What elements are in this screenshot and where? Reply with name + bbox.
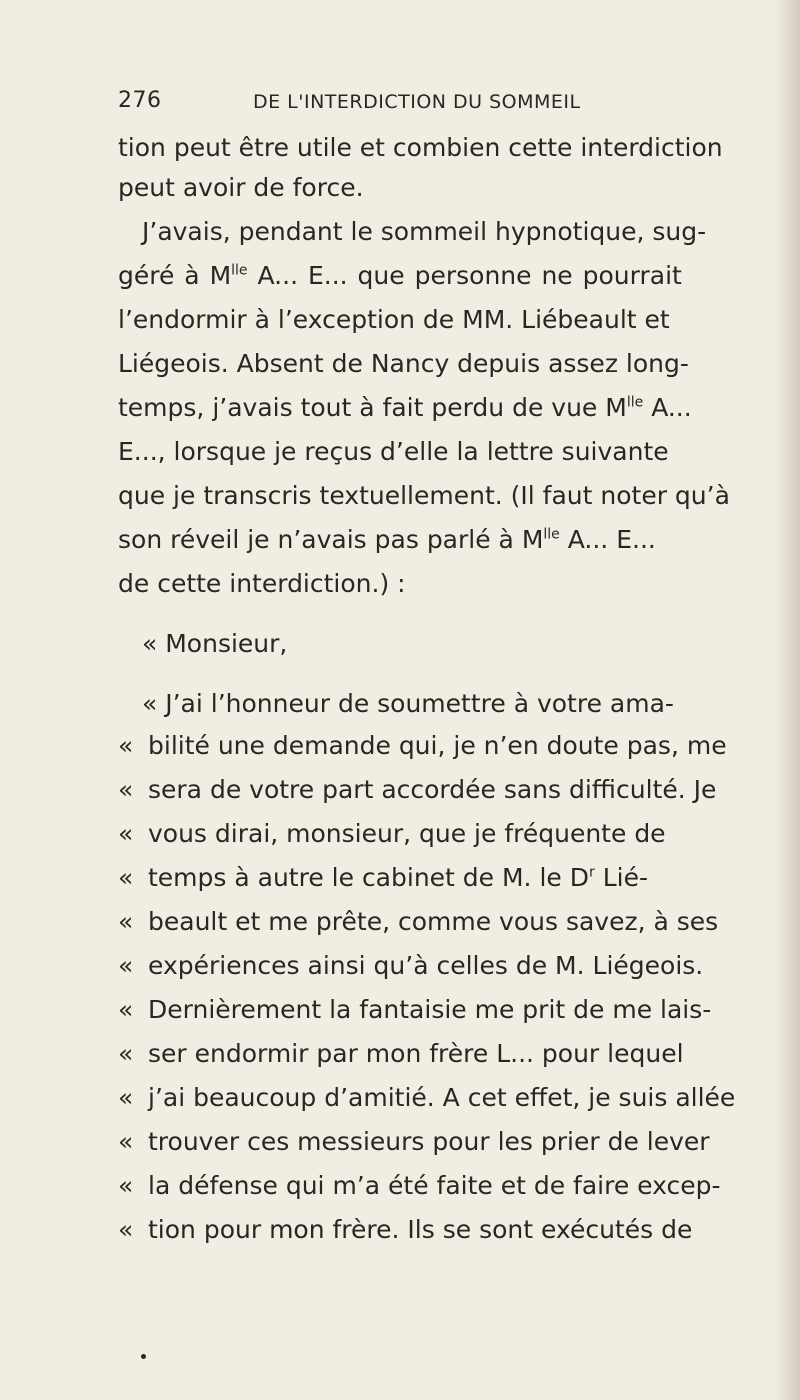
superscript: r xyxy=(588,864,595,881)
superscript: lle xyxy=(231,262,248,279)
letter-line: « beault et me prête, comme vous savez, à ses xyxy=(148,902,788,942)
text-line: géré à $M^{lle}$ A... E... que personne ne pourrait xyxy=(118,261,682,290)
quote-mark: « xyxy=(118,819,134,848)
text-line: temps, j’avais tout à fait perdu de vue $M^{lle}$ A... xyxy=(118,393,692,422)
quote-mark: « xyxy=(118,995,134,1024)
letter-line: « sera de votre part accordée sans difficulté. Je xyxy=(148,770,788,810)
letter-line: « expériences ainsi qu’à celles de M. Liégeois. xyxy=(148,946,788,986)
text-line: J’avais, pendant le sommeil hypnotique, sug- xyxy=(142,217,707,246)
letter-line: « temps à autre le cabinet de M. le $D^r$ Lié- xyxy=(148,858,788,898)
letter-line: « ser endormir par mon frère L... pour lequel xyxy=(148,1034,788,1074)
letter-line: « Dernièrement la fantaisie me prit de me lais- xyxy=(148,990,788,1030)
letter-line: « j’ai beaucoup d’amitié. A cet effet, je suis allée xyxy=(148,1078,788,1118)
quote-mark: « xyxy=(118,775,134,804)
text-line: que je transcris textuellement. (Il faut noter qu’à xyxy=(118,481,730,510)
quote-mark: « xyxy=(118,863,134,892)
quote-mark: « xyxy=(118,1171,134,1200)
quote-mark: « xyxy=(118,1083,134,1112)
quote-mark: « xyxy=(118,1127,134,1156)
letter-line: « trouver ces messieurs pour les prier de lever xyxy=(148,1122,788,1162)
text-line: Liégeois. Absent de Nancy depuis assez long- xyxy=(118,349,689,378)
page-number: 276 xyxy=(118,88,162,113)
quote-mark: « xyxy=(118,907,134,936)
text-line: E..., lorsque je reçus d’elle la lettre suivante xyxy=(118,437,669,466)
quote-mark: « xyxy=(118,731,134,760)
text-line: son réveil je n’avais pas parlé à $M^{lle}$ A... E... xyxy=(118,525,656,554)
running-title: DE L'INTERDICTION DU SOMMEIL xyxy=(253,91,581,113)
text-line: l’endormir à l’exception de MM. Liébeault et xyxy=(118,305,670,334)
text-line: tion peut être utile et combien cette interdiction xyxy=(118,133,723,162)
letter-line: « la défense qui m’a été faite et de faire excep- xyxy=(148,1166,788,1206)
text-line: de cette interdiction.) : xyxy=(118,569,406,598)
running-header xyxy=(118,88,638,118)
quote-mark: « xyxy=(118,951,134,980)
stray-dot xyxy=(141,1354,146,1359)
quote-mark: « xyxy=(118,1039,134,1068)
letter-line: « tion pour mon frère. Ils se sont exécutés de xyxy=(148,1210,788,1250)
letter-line: « vous dirai, monsieur, que je fréquente de xyxy=(148,814,788,854)
letter-salutation: « Monsieur, xyxy=(142,629,288,658)
text-line: peut avoir de force. xyxy=(118,173,364,202)
letter-line: « bilité une demande qui, je n’en doute pas, me xyxy=(148,726,788,766)
quote-mark: « xyxy=(118,1215,134,1244)
letter-line: « J’ai l’honneur de soumettre à votre ama- xyxy=(142,689,674,718)
superscript: lle xyxy=(543,526,560,543)
superscript: lle xyxy=(626,394,644,411)
